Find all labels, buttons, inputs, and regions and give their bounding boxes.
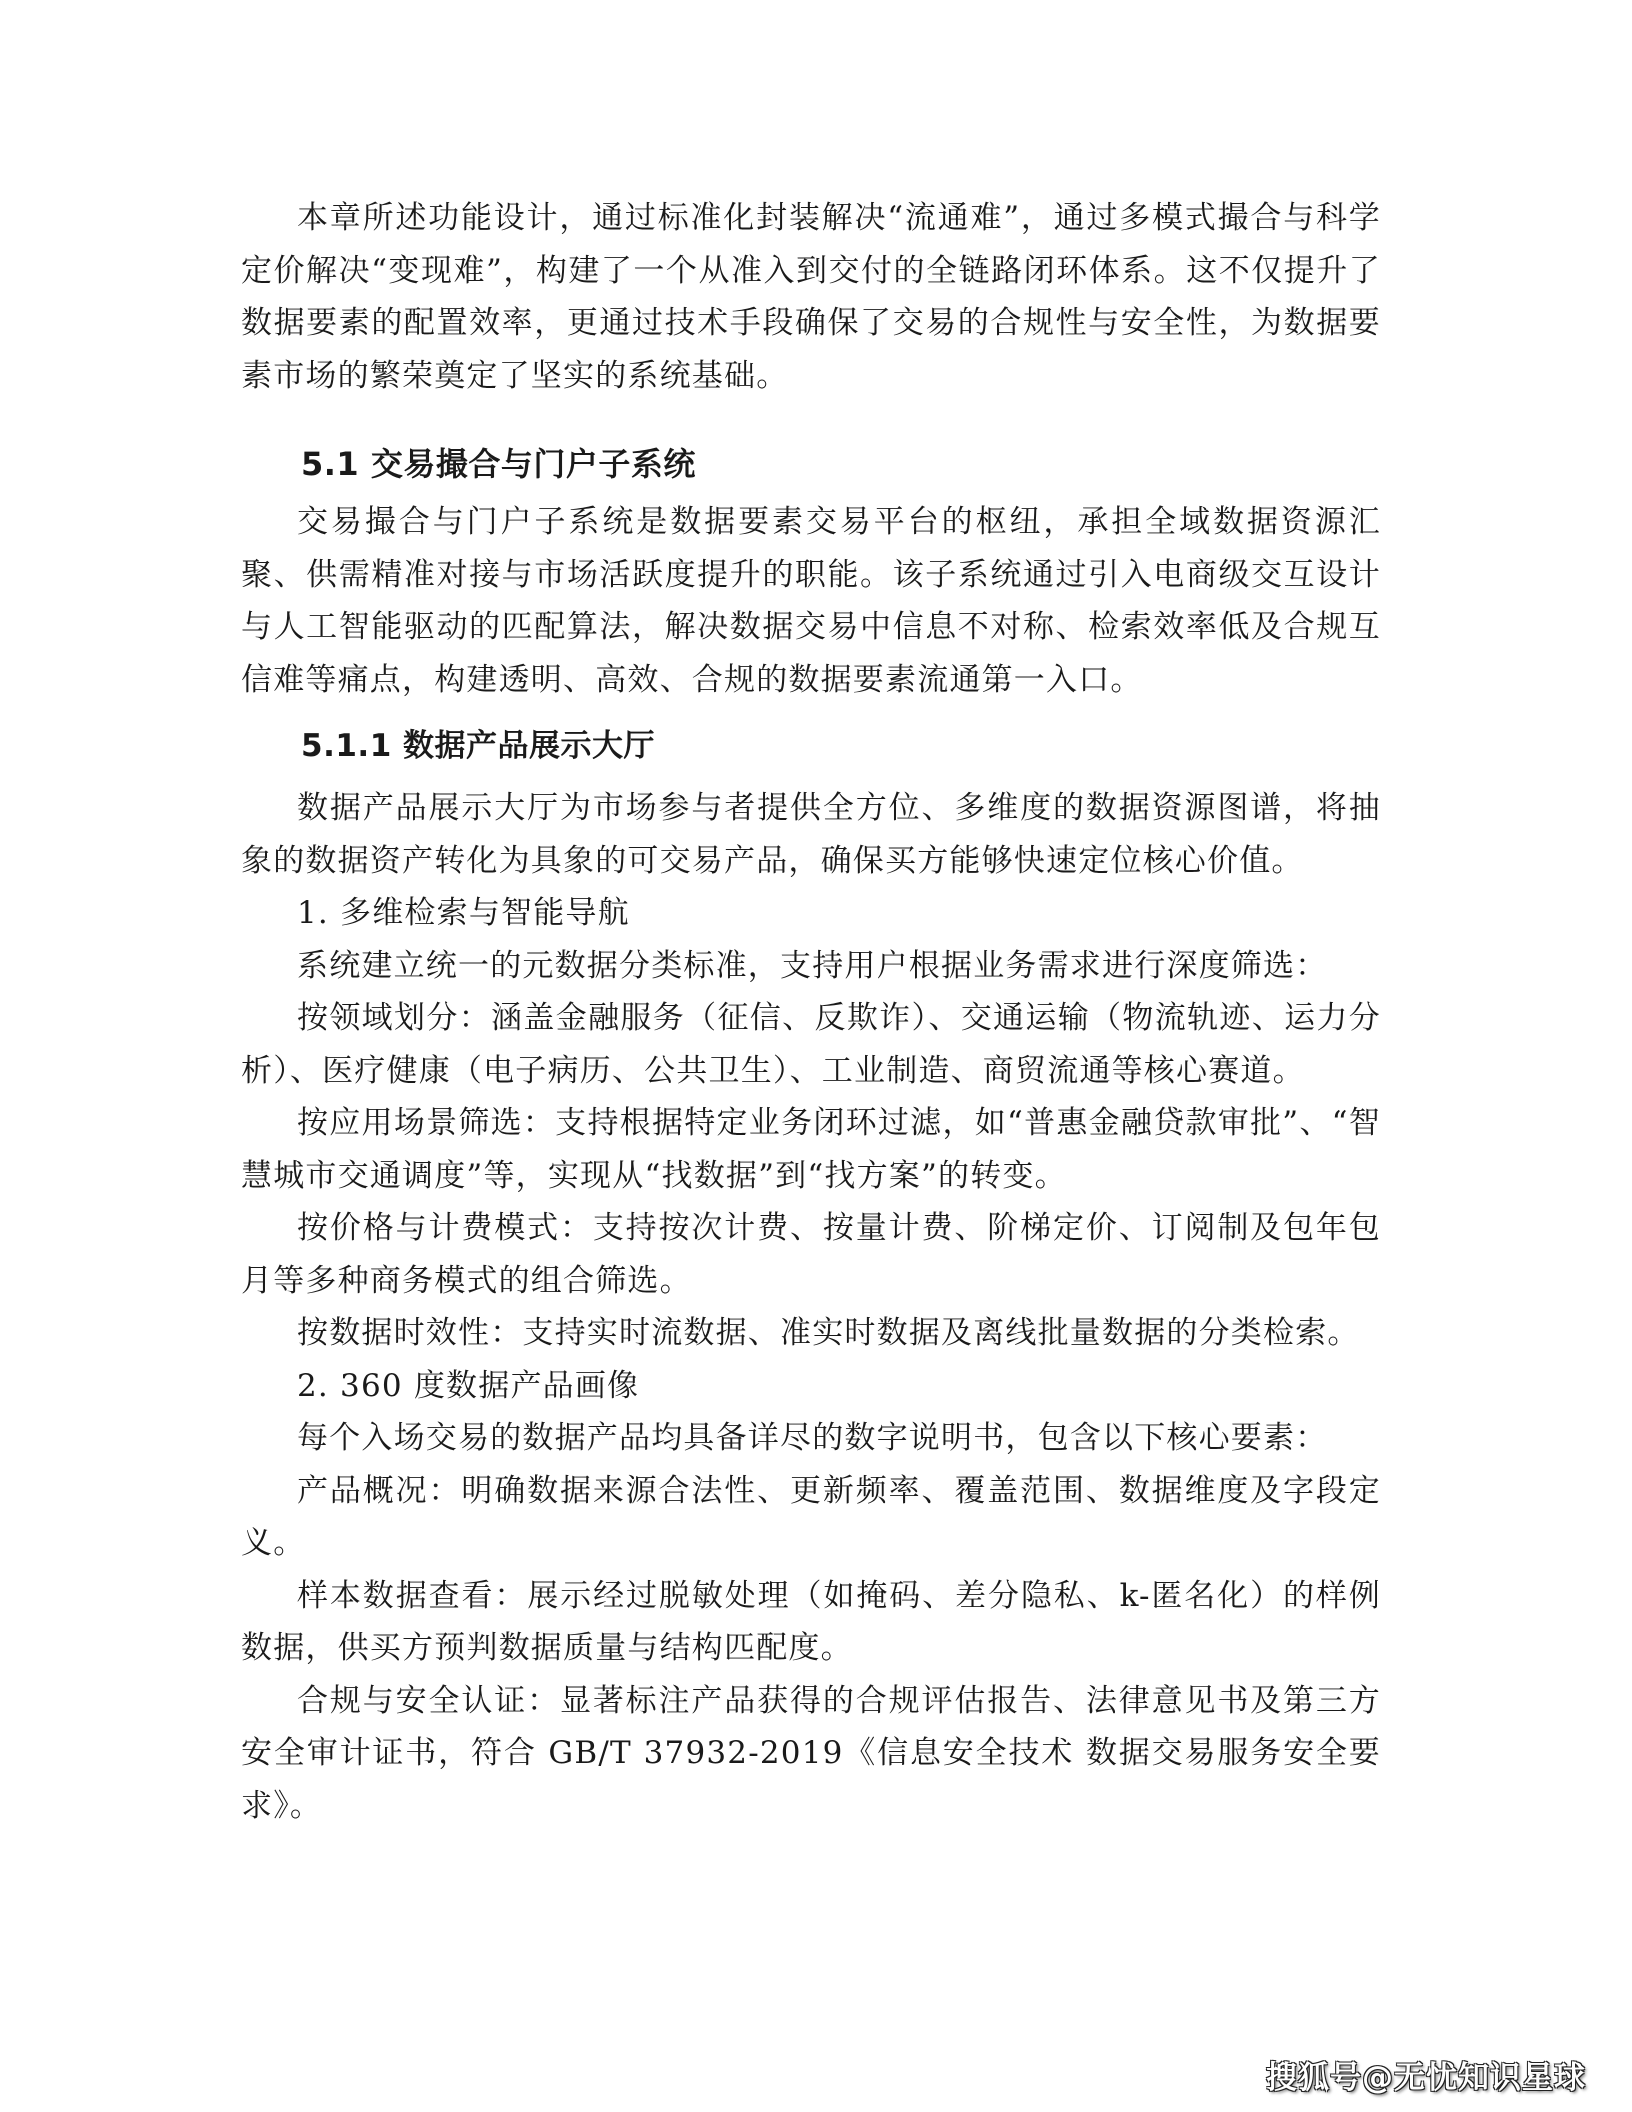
list-item-2-overview: 产品概况：明确数据来源合法性、更新频率、覆盖范围、数据维度及字段定义。	[241, 1472, 1381, 1561]
list-item-2-compliance: 合规与安全认证：显著标注产品获得的合规评估报告、法律意见书及第三方安全审计证书，符合 GB/T 37932-2019《信息安全技术 数据交易服务安全要求》。	[241, 1682, 1381, 1824]
list-item-2-sample: 样本数据查看：展示经过脱敏处理（如掩码、差分隐私、k-匿名化）的样例数据，供买方预判数据质量与结构匹配度。	[241, 1577, 1381, 1666]
document-body	[241, 192, 1381, 1832]
list-item-1-timeliness: 按数据时效性：支持实时流数据、准实时数据及离线批量数据的分类检索。	[297, 1315, 1360, 1351]
list-item-1-scenario: 按应用场景筛选：支持根据特定业务闭环过滤，如“普惠金融贷款审批”、“智慧城市交通调度”等，实现从“找数据”到“找方案”的转变。	[241, 1105, 1381, 1194]
list-item-2-intro: 每个入场交易的数据产品均具备详尽的数字说明书，包含以下核心要素：	[297, 1420, 1328, 1456]
watermark: 搜狐号@无忧知识星球	[1266, 2060, 1586, 2096]
intro-paragraph: 本章所述功能设计，通过标准化封装解决“流通难”，通过多模式撮合与科学定价解决“变现难”，构建了一个从准入到交付的全链路闭环体系。这不仅提升了数据要素的配置效率，更通过技术手段确保了交易的合规性与安全性，为数据要素市场的繁荣奠定了坚实的系统基础。	[241, 200, 1381, 394]
list-item-1-intro: 系统建立统一的元数据分类标准，支持用户根据业务需求进行深度筛选：	[297, 947, 1328, 984]
section-5-1-1-paragraph: 数据产品展示大厅为市场参与者提供全方位、多维度的数据资源图谱，将抽象的数据资产转化为具象的可交易产品，确保买方能够快速定位核心价值。	[241, 790, 1381, 879]
list-item-2-title: 2. 360 度数据产品画像	[297, 1367, 640, 1404]
section-5-1-paragraph: 交易撮合与门户子系统是数据要素交易平台的枢纽，承担全域数据资源汇聚、供需精准对接与市场活跃度提升的职能。该子系统通过引入电商级交互设计与人工智能驱动的匹配算法，解决数据交易中信息不对称、检索效率低及合规互信难等痛点，构建透明、高效、合规的数据要素流通第一入口。	[241, 504, 1381, 698]
list-item-1-title: 1. 多维检索与智能导航	[297, 895, 630, 931]
section-5-1-1-heading: 5.1.1 数据产品展示大厅	[301, 728, 656, 764]
list-item-1-domain: 按领域划分：涵盖金融服务（征信、反欺诈）、交通运输（物流轨迹、运力分析）、医疗健康（电子病历、公共卫生）、工业制造、商贸流通等核心赛道。	[241, 1000, 1381, 1089]
list-item-1-price: 按价格与计费模式：支持按次计费、按量计费、阶梯定价、订阅制及包年包月等多种商务模式的组合筛选。	[241, 1210, 1381, 1299]
section-5-1-heading: 5.1 交易撮合与门户子系统	[301, 445, 696, 483]
